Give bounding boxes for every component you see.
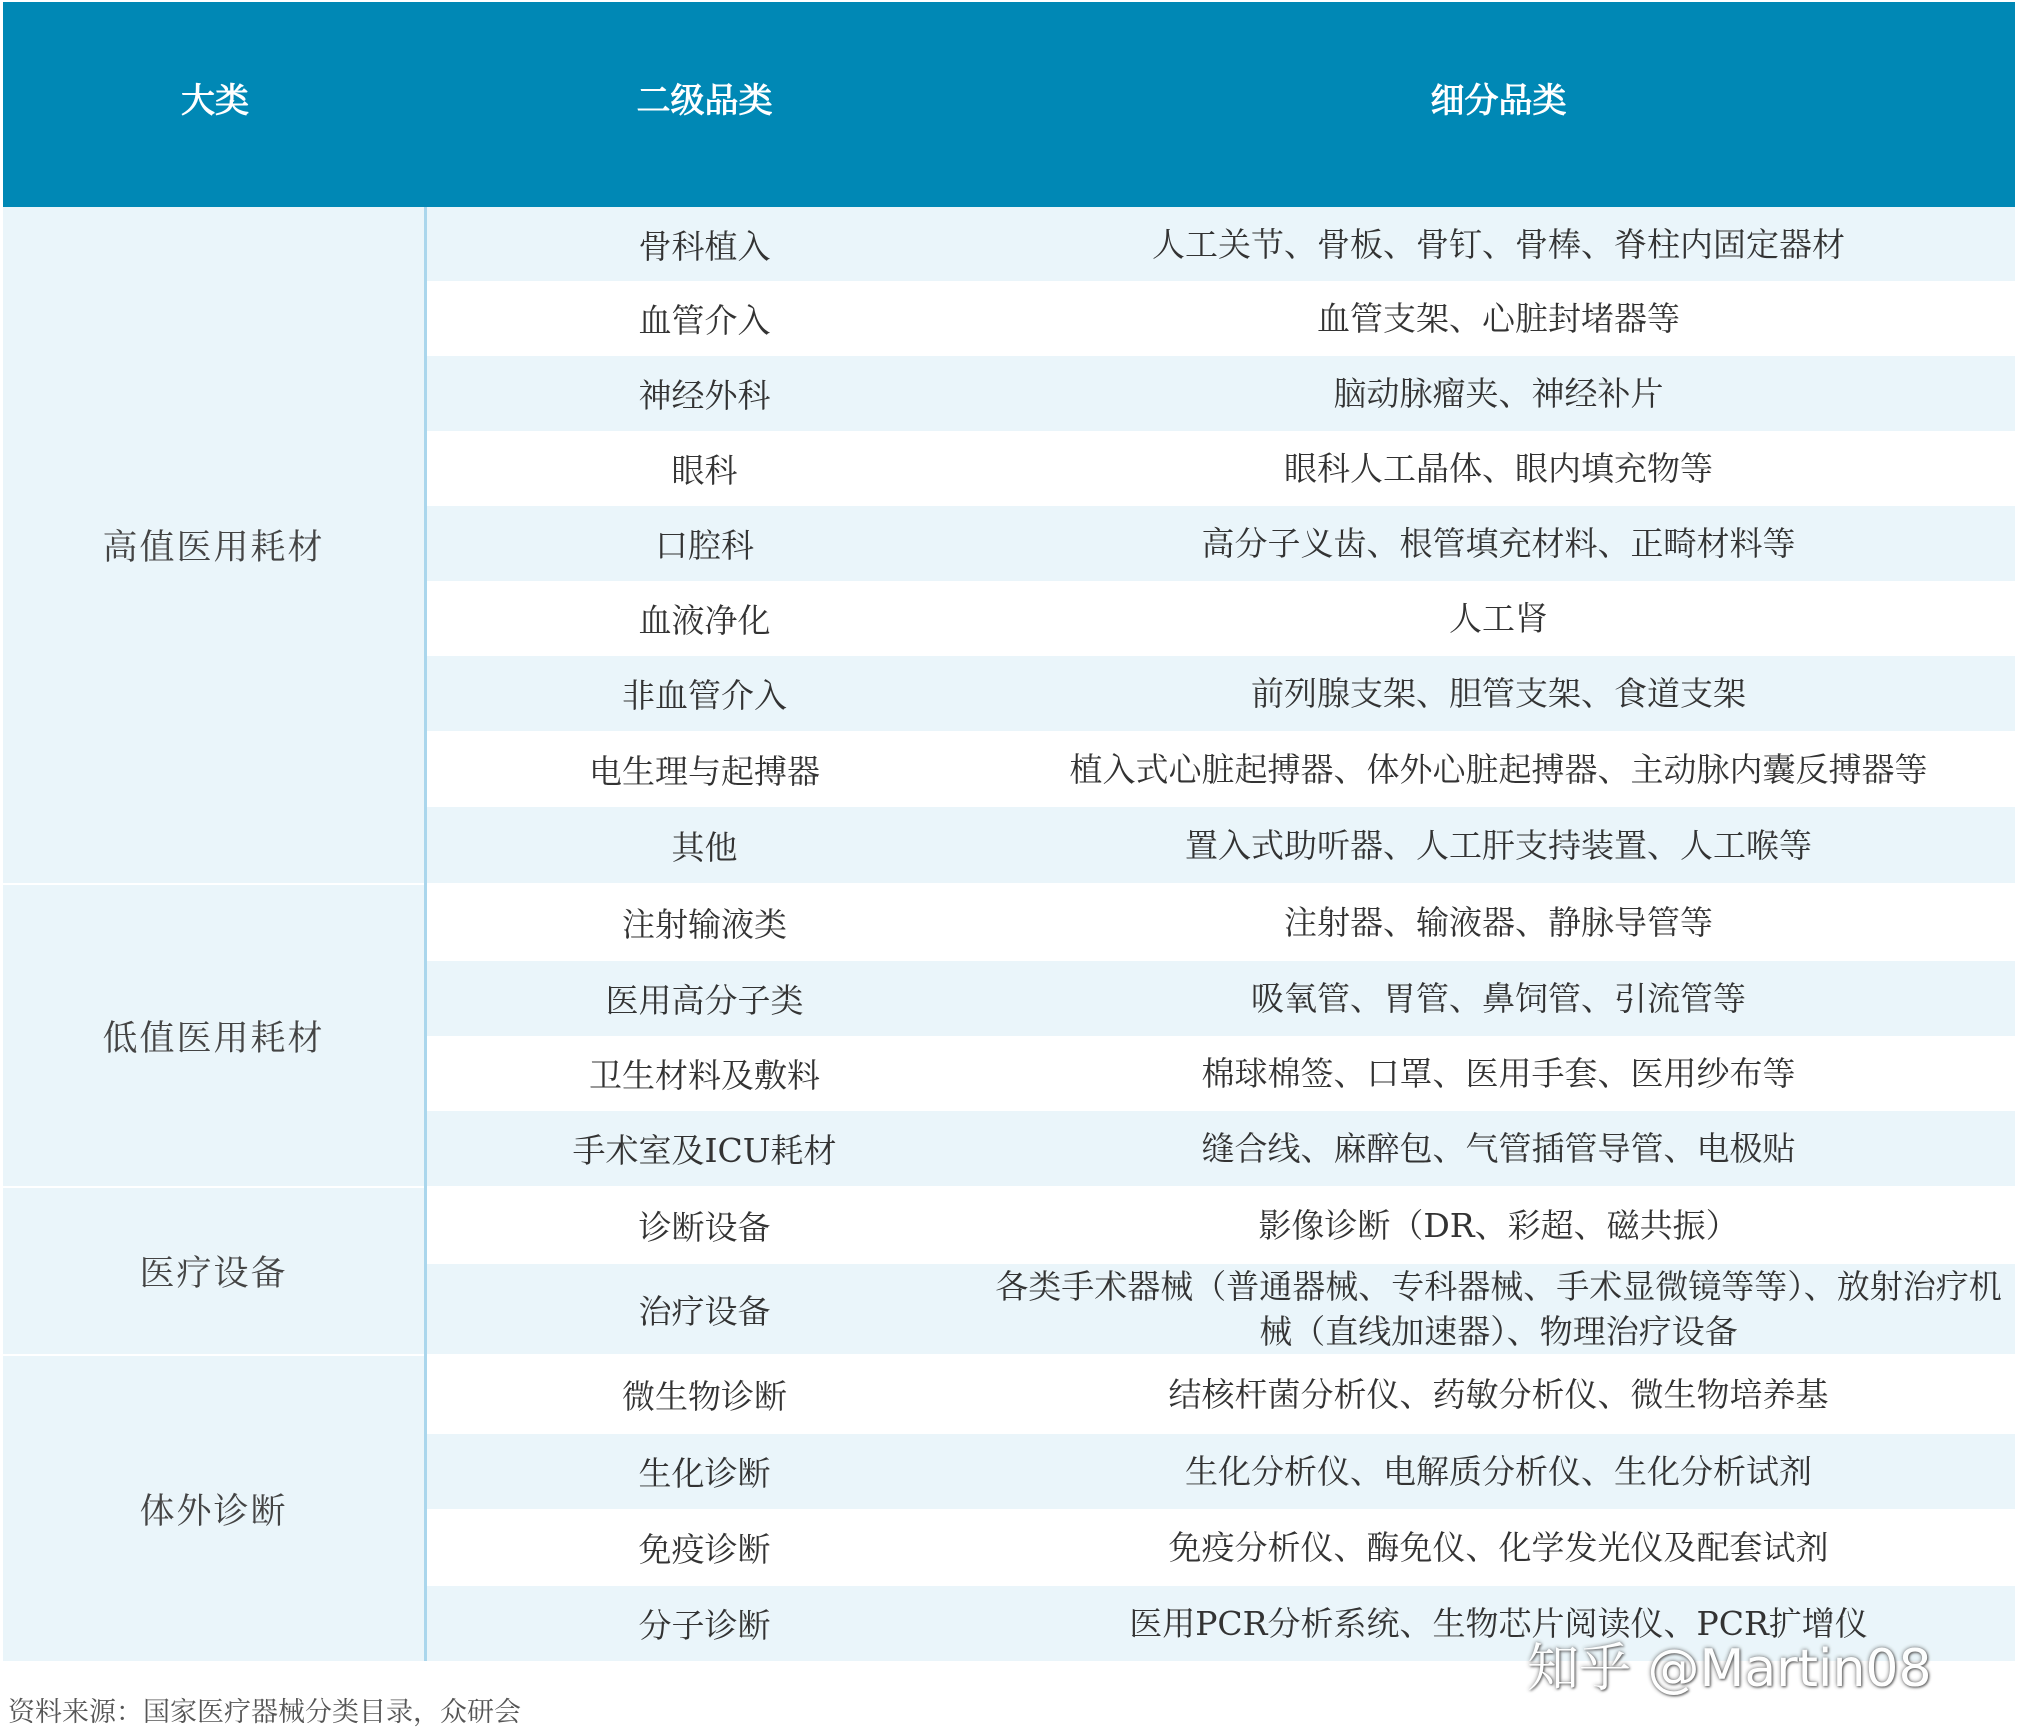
category-cell: 高值医用耗材	[3, 207, 424, 883]
table-row	[427, 431, 2015, 506]
table-row	[427, 961, 2015, 1036]
table-row	[427, 1354, 2015, 1434]
subcategory-cell: 注射输液类	[622, 904, 787, 944]
header-category: 大类	[181, 80, 249, 121]
detail-cell: 免疫分析仪、酶免仪、化学发光仪及配套试剂	[1168, 1528, 1829, 1567]
subcategory-cell: 血管介入	[638, 301, 771, 340]
detail-cell: 植入式心脏起搏器、体外心脏起搏器、主动脉内囊反搏器等	[1069, 749, 1928, 789]
subcategory-cell: 卫生材料及敷料	[589, 1056, 820, 1095]
watermark: 知乎 @Martin08	[1527, 1639, 1932, 1699]
table-row	[427, 1264, 2015, 1354]
detail-cell: 生化分析仪、电解质分析仪、生化分析试剂	[1185, 1452, 1812, 1491]
subcategory-cell: 口腔科	[655, 526, 754, 565]
table-row	[427, 883, 2015, 961]
category-cell: 低值医用耗材	[3, 883, 424, 1186]
subcategory-cell: 非血管介入	[622, 676, 787, 715]
table-row	[427, 207, 2015, 281]
table-row	[427, 506, 2015, 581]
table-row	[427, 581, 2015, 656]
subcategory-cell: 骨科植入	[638, 226, 771, 266]
table-body	[3, 207, 2015, 1661]
detail-cell: 前列腺支架、胆管支架、食道支架	[1251, 674, 1746, 713]
detail-cell: 置入式助听器、人工肝支持装置、人工喉等	[1185, 825, 1812, 865]
table-row	[427, 356, 2015, 431]
subcategory-cell: 其他	[671, 827, 738, 867]
detail-cell: 影像诊断（DR、彩超、磁共振）	[1258, 1205, 1739, 1245]
detail-cell: 结核杆菌分析仪、药敏分析仪、微生物培养基	[1168, 1374, 1829, 1414]
detail-cell: 眼科人工晶体、眼内填充物等	[1284, 449, 1713, 488]
subcategory-cell: 分子诊断	[638, 1606, 771, 1645]
detail-cell: 注射器、输液器、静脉导管等	[1284, 902, 1713, 942]
subcategory-cell: 微生物诊断	[622, 1376, 787, 1416]
table-row	[427, 807, 2015, 883]
table-row	[427, 1434, 2015, 1509]
table-row	[427, 281, 2015, 356]
category-cell: 体外诊断	[3, 1354, 424, 1661]
subcategory-cell: 治疗设备	[638, 1291, 771, 1331]
category-table	[3, 2, 2015, 1661]
subcategory-cell: 神经外科	[638, 376, 771, 415]
subcategory-cell: 眼科	[671, 451, 738, 490]
subcategory-cell: 生化诊断	[638, 1454, 771, 1493]
subcategory-cell: 免疫诊断	[638, 1530, 771, 1569]
detail-cell: 高分子义齿、根管填充材料、正畸材料等	[1201, 524, 1796, 563]
rows-column	[427, 207, 2015, 1661]
detail-cell: 人工肾	[1449, 599, 1548, 638]
table-row	[427, 731, 2015, 807]
category-cell: 医疗设备	[3, 1186, 424, 1354]
table-row	[427, 1186, 2015, 1264]
detail-cell: 医用PCR分析系统、生物芯片阅读仪、PCR扩增仪	[1129, 1604, 1868, 1643]
detail-cell: 棉球棉签、口罩、医用手套、医用纱布等	[1201, 1054, 1796, 1093]
category-column	[3, 207, 427, 1661]
table-row	[427, 1509, 2015, 1586]
table-header	[3, 2, 2015, 207]
source-note: 资料来源：国家医疗器械分类目录，众研会	[8, 1697, 521, 1728]
table-row	[427, 1111, 2015, 1186]
subcategory-cell: 诊断设备	[638, 1207, 771, 1247]
detail-cell: 缝合线、麻醉包、气管插管导管、电极贴	[1201, 1129, 1796, 1168]
table-row	[427, 1036, 2015, 1111]
detail-cell: 吸氧管、胃管、鼻饲管、引流管等	[1251, 979, 1746, 1018]
subcategory-cell: 医用高分子类	[605, 981, 804, 1020]
detail-cell: 脑动脉瘤夹、神经补片	[1333, 374, 1664, 413]
subcategory-cell: 血液净化	[638, 601, 771, 640]
subcategory-cell: 电生理与起搏器	[589, 751, 820, 791]
header-detail: 细分品类	[1430, 80, 1567, 121]
subcategory-cell: 手术室及ICU耗材	[572, 1131, 837, 1170]
table-row	[427, 656, 2015, 731]
detail-cell: 人工关节、骨板、骨钉、骨棒、脊柱内固定器材	[1152, 224, 1845, 264]
header-subcategory: 二级品类	[636, 80, 773, 121]
detail-cell: 血管支架、心脏封堵器等	[1317, 299, 1680, 338]
detail-cell: 各类手术器械（普通器械、专科器械、手术显微镜等等）、放射治疗机械（直线加速器）、物理治疗设备	[995, 1267, 2002, 1351]
